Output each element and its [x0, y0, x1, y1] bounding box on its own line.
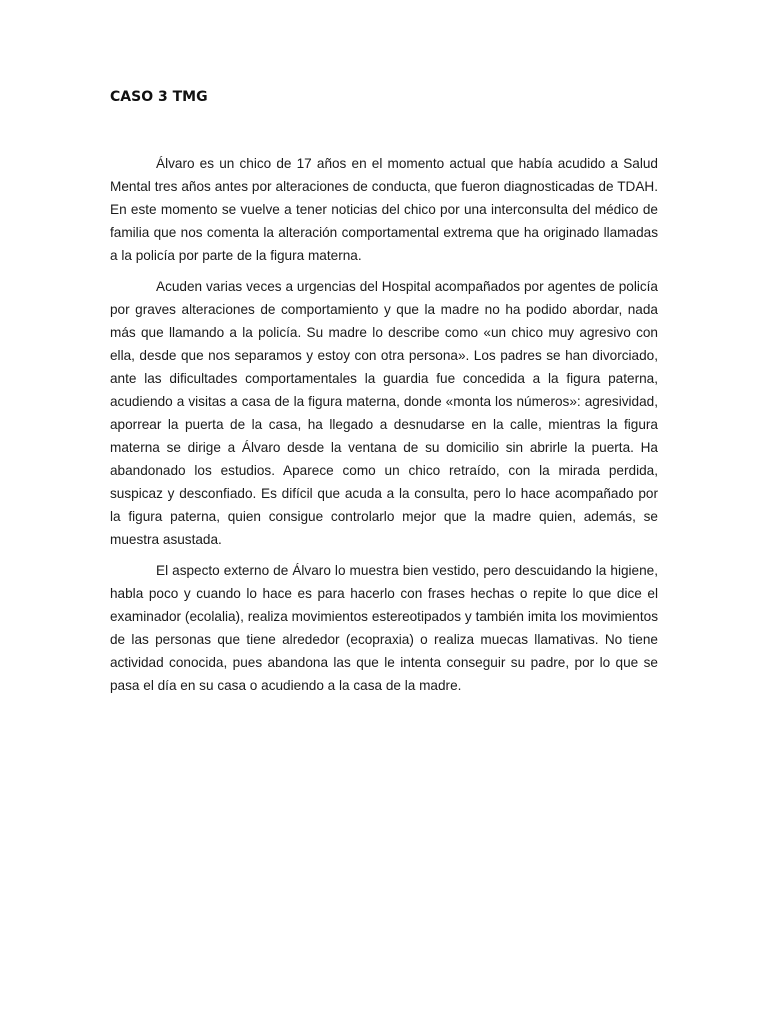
document-title: CASO 3 TMG	[110, 89, 208, 105]
paragraph-3: El aspecto externo de Álvaro lo muestra bien vestido, pero descuidando la higiene, habla poco y cuando lo hace es para hacerlo con frases hechas o repite lo que dice el examinador (ecolalia), realiza movimientos estereotipados y también imita los movimientos de las personas que tiene alrededor (ecopraxia) o realiza muecas llamativas. No tiene actividad conocida, pues abandona las que le intenta conseguir su padre, por lo que se pasa el día en su casa o acudiendo a la casa de la madre.	[110, 563, 658, 693]
document-body	[110, 152, 658, 697]
paragraph-2: Acuden varias veces a urgencias del Hospital acompañados por agentes de policía por graves alteraciones de comportamiento y que la madre no ha podido abordar, nada más que llamando a la policía. Su madre lo describe como «un chico muy agresivo con ella, desde que nos separamos y estoy con otra persona». Los padres se han divorciado, ante las dificultades comportamentales la guardia fue concedida a la figura paterna, acudiendo a visitas a casa de la figura materna, donde «monta los números»: agresividad, aporrear la puerta de la casa, ha llegado a desnudarse en la calle, mientras la figura materna se dirige a Álvaro desde la ventana de su domicilio sin abrirle la puerta. Ha abandonado los estudios. Aparece como un chico retraído, con la mirada perdida, suspicaz y desconfiado. Es difícil que acuda a la consulta, pero lo hace acompañado por la figura paterna, quien consigue controlarlo mejor que la madre quien, además, se muestra asustada.	[110, 279, 658, 547]
paragraph-1: Álvaro es un chico de 17 años en el momento actual que había acudido a Salud Mental tres años antes por alteraciones de conducta, que fueron diagnosticadas de TDAH. En este momento se vuelve a tener noticias del chico por una interconsulta del médico de familia que nos comenta la alteración comportamental extrema que ha originado llamadas a la policía por parte de la figura materna.	[110, 156, 658, 263]
document-page	[110, 88, 658, 705]
